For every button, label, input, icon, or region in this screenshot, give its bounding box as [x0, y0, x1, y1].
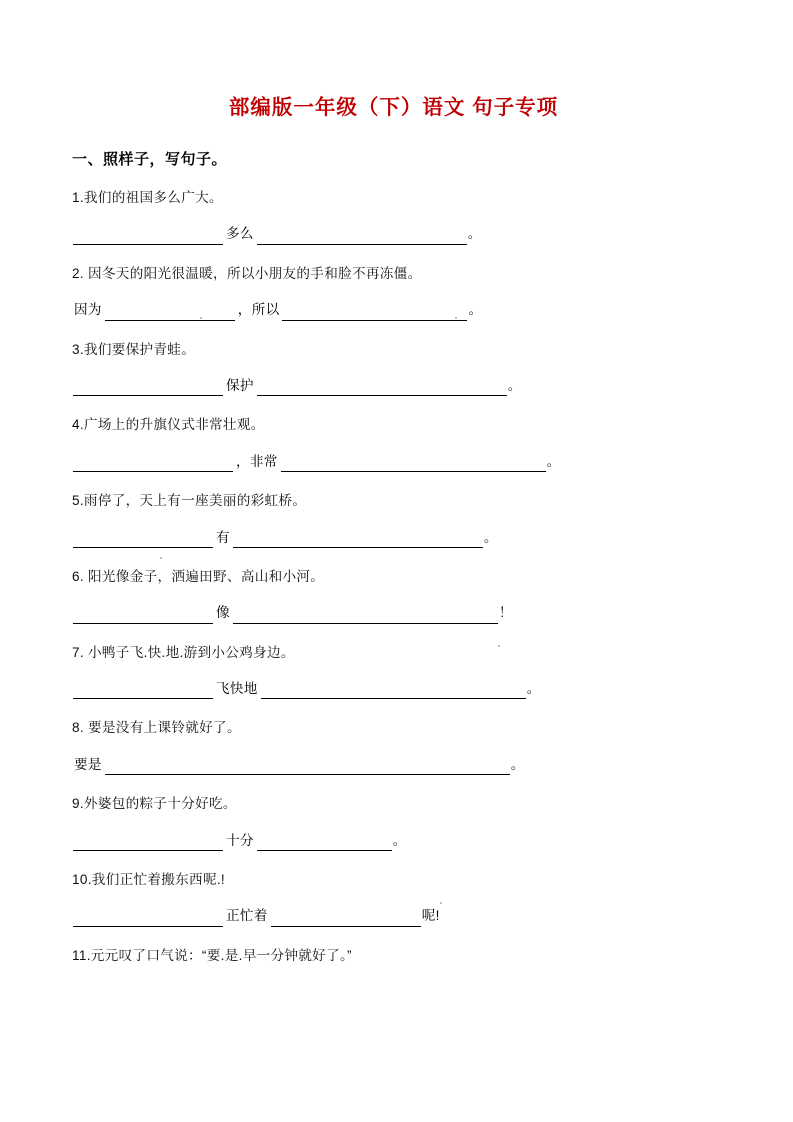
page-speck [440, 902, 442, 904]
question-prompt-2: 2. 因冬天的阳光很温暖，所以小朋友的手和脸不再冻僵。 [72, 265, 422, 281]
question-prompt-1: 1.我们的祖国多么广大。 [72, 190, 223, 205]
answer-line-5[interactable] [72, 528, 715, 548]
answer-keyword: 飞快地 [216, 681, 258, 697]
answer-blank[interactable] [261, 682, 526, 699]
answer-line-7[interactable] [72, 679, 715, 699]
answer-blank[interactable] [257, 834, 392, 851]
answer-blank[interactable] [73, 682, 213, 699]
answer-blank[interactable] [73, 834, 223, 851]
answer-line-9[interactable] [72, 831, 715, 851]
answer-blank[interactable] [233, 607, 498, 624]
question-prompt-11: 11.元元叹了口气说：“要.是.早一分钟就好了。” [72, 947, 352, 963]
answer-tail: 呢! [421, 908, 440, 924]
answer-tail: 。 [467, 226, 482, 242]
page-speck [200, 317, 202, 319]
answer-blank[interactable] [73, 607, 213, 624]
answer-line-1[interactable] [72, 224, 715, 244]
answer-keyword: 正忙着 [226, 908, 268, 924]
answer-tail: ！ [498, 605, 513, 621]
answer-blank[interactable] [282, 304, 467, 321]
answer-tail: 。 [526, 681, 541, 697]
answer-tail: 。 [510, 756, 525, 772]
answer-blank[interactable] [73, 910, 223, 927]
page-speck [160, 557, 162, 559]
answer-blank[interactable] [73, 228, 223, 245]
answer-prefix: 要是 [74, 756, 102, 772]
answer-tail: 。 [546, 453, 561, 469]
answer-line-8[interactable] [72, 755, 715, 775]
page-speck [455, 317, 457, 319]
answer-keyword: 像 [216, 605, 230, 621]
answer-blank[interactable] [73, 379, 223, 396]
answer-blank[interactable] [233, 531, 483, 548]
question-prompt-10: 10.我们正忙着搬东西呢.! [72, 872, 225, 888]
answer-blank[interactable] [73, 531, 213, 548]
answer-keyword: ，非常 [236, 453, 278, 469]
answer-keyword: 保护 [226, 377, 254, 393]
answer-blank[interactable] [271, 910, 421, 927]
page-title: 部编版一年级（下）语文 句子专项 [228, 96, 559, 119]
answer-blank[interactable] [257, 228, 467, 245]
answer-line-6[interactable] [72, 603, 715, 623]
answer-prefix: 因为 [74, 302, 102, 318]
answer-tail: 。 [507, 377, 522, 393]
answer-keyword: 十分 [226, 832, 254, 848]
answer-tail: 。 [392, 832, 407, 848]
answer-tail: 。 [483, 529, 498, 545]
section-heading: 一、照样子，写句子。 [72, 151, 228, 168]
answer-blank[interactable] [105, 758, 510, 775]
question-prompt-8: 8. 要是没有上课铃就好了。 [72, 720, 241, 736]
answer-keyword: ，所以 [237, 302, 280, 318]
answer-keyword: 有 [216, 529, 230, 545]
page-speck [498, 645, 500, 647]
answer-keyword: 多么 [226, 226, 254, 242]
answer-line-2[interactable] [72, 300, 715, 320]
answer-blank[interactable] [281, 455, 546, 472]
question-prompt-7: 7. 小鸭子飞.快.地.游到小公鸡身边。 [72, 644, 295, 660]
question-prompt-4: 4.广场上的升旗仪式非常壮观。 [72, 417, 265, 433]
answer-line-10[interactable] [72, 906, 715, 926]
answer-line-3[interactable] [72, 376, 715, 396]
question-prompt-5: 5.雨停了，天上有一座美丽的彩虹桥。 [72, 493, 307, 509]
answer-blank[interactable] [105, 304, 235, 321]
answer-tail: 。 [468, 302, 483, 318]
question-prompt-6: 6. 阳光像金子，洒遍田野、高山和小河。 [72, 568, 325, 584]
question-prompt-3: 3.我们要保护青蛙。 [72, 341, 196, 357]
question-prompt-9: 9.外婆包的粽子十分好吃。 [72, 796, 237, 812]
answer-line-4[interactable] [72, 452, 715, 472]
answer-blank[interactable] [73, 455, 233, 472]
answer-blank[interactable] [257, 379, 507, 396]
